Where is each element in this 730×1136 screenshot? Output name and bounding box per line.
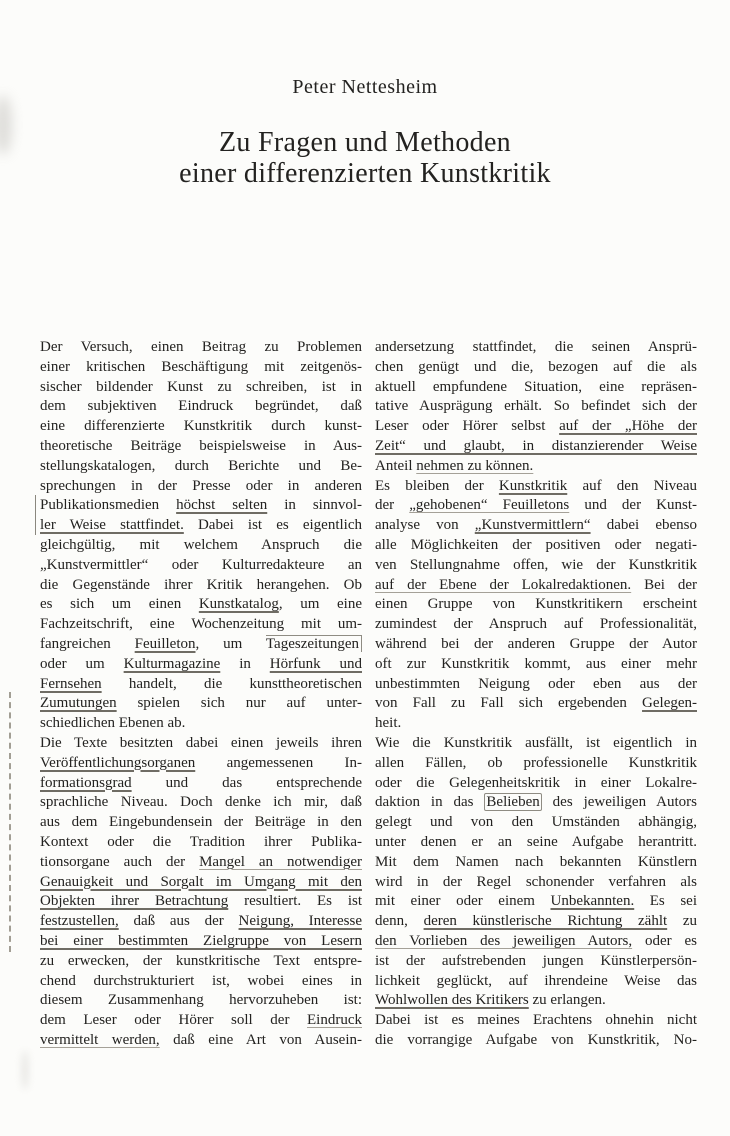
text-segment: und das entsprechende [131, 774, 362, 791]
text-line [375, 952, 697, 972]
text-line [40, 932, 362, 952]
text-segment: Es bleiben der [375, 477, 499, 494]
text-line [40, 417, 362, 437]
text-segment: die Gegenstände ihrer Kritik herangehen. Ob [40, 576, 362, 593]
text-line [375, 417, 697, 437]
text-segment: tionsorgane auch der [40, 853, 200, 870]
text-segment: chend durchstrukturiert ist, wobei eines in [40, 972, 362, 989]
text-line [40, 358, 362, 378]
text-segment: daktion in das [375, 794, 485, 811]
text-line [375, 595, 697, 615]
text-segment: andersetzung stattfindet, die seinen Ansprü- [375, 339, 697, 355]
text-line [40, 1011, 362, 1031]
pencil-margin-bracket [35, 495, 38, 535]
text-line [40, 952, 362, 972]
text-line [40, 615, 362, 635]
pencil-underlined-text: auf der „Höhe der [559, 418, 697, 435]
text-line [375, 397, 697, 417]
text-segment: , um eine [278, 596, 362, 613]
text-line [40, 754, 362, 774]
text-line [375, 813, 697, 833]
text-segment: Bei der [631, 576, 697, 593]
text-line [375, 912, 697, 932]
text-segment: oder um [40, 655, 124, 672]
pencil-underlined-text: auf der Ebene der Lokalredaktionen. [375, 576, 632, 593]
text-segment: zumindest der Anspruch auf Professionalität, [375, 616, 697, 633]
text-segment: dem Leser oder Hörer soll der [40, 1012, 308, 1029]
text-segment: schiedlichen Ebenen ab. [40, 715, 186, 732]
text-segment: ven Stellungnahme offen, wie der Kunstkritik [375, 556, 697, 573]
text-line [40, 813, 362, 833]
text-segment: Wie die Kunstkritik ausfällt, ist eigentlich in [375, 734, 697, 751]
text-segment: Der Versuch, einen Beitrag zu Problemen [40, 339, 362, 355]
text-segment: des jeweiligen Autors [541, 794, 697, 811]
pencil-underlined-text: nehmen zu können. [416, 457, 534, 474]
text-line [375, 516, 697, 536]
text-line [375, 635, 697, 655]
text-line [375, 932, 697, 952]
text-segment: Dabei ist es meines Erachtens ohnehin nicht [375, 1012, 697, 1029]
pencil-underlined-text: Hörfunk und [269, 655, 362, 672]
text-line [40, 338, 362, 358]
pencil-boxed-text: Belieben [486, 794, 540, 811]
text-segment: Fachzeitschrift, eine Wochenzeitung mit um- [40, 616, 362, 633]
pencil-underlined-text: Zeit“ und glaubt, in distanzierender Weise [375, 437, 697, 454]
text-segment: oft zur Kunstkritik kommt, aus einer mehr [375, 655, 697, 672]
text-line [40, 734, 362, 754]
text-line [375, 358, 697, 378]
text-segment: Dabei ist es eigentlich [183, 517, 362, 534]
text-line [40, 477, 362, 497]
pencil-boxed-text: Tageszeitungen [266, 635, 362, 652]
pencil-underlined-text: Unbekannten. [550, 893, 635, 910]
text-line [375, 457, 697, 477]
text-segment: stellungskatalogen, durch Berichte und Be- [40, 457, 362, 474]
text-line [375, 576, 697, 596]
text-line [375, 734, 697, 754]
text-line [375, 338, 697, 358]
pencil-underlined-text: deren künstlerische Richtung zählt [423, 913, 668, 930]
text-line [40, 675, 362, 695]
text-line [40, 714, 362, 734]
article-title [0, 127, 730, 189]
pencil-underlined-text: festzustellen, [40, 913, 119, 930]
text-line [40, 496, 362, 516]
pencil-underlined-text: Neigung, Interesse [238, 913, 362, 930]
text-line [40, 397, 362, 417]
text-line [375, 774, 697, 794]
text-line [375, 615, 697, 635]
pencil-underlined-text: höchst selten [176, 497, 268, 514]
text-segment: lichkeit geglückt, auf ihrendeine Weise das [375, 972, 697, 989]
text-segment: chen genügt und die, bezogen auf die als [375, 358, 697, 375]
text-segment: diesem Zusammenhang hervorzuheben ist: [40, 992, 362, 1009]
text-segment: Mit dem Namen nach bekannten Künstlern [375, 853, 697, 870]
text-line [40, 516, 362, 536]
text-line [375, 853, 697, 873]
text-line [375, 694, 697, 714]
text-segment: ist der aufstrebenden jungen Künstlerpersön- [375, 952, 697, 969]
text-line [40, 1031, 362, 1051]
text-segment: mit einer oder einem [375, 893, 551, 910]
text-segment: wird in der Regel schonender verfahren als [375, 873, 697, 890]
pencil-underlined-text: Objekten ihrer Betrachtung [40, 893, 229, 910]
text-segment: sischer bildender Kunst zu schreiben, ist in [40, 378, 362, 395]
text-segment: zu [667, 913, 697, 930]
text-line [375, 477, 697, 497]
text-line [375, 437, 697, 457]
pencil-underlined-text: Fernsehen [40, 675, 102, 692]
text-segment: gelegt und von den Umständen abhängig, [375, 814, 697, 831]
text-line [40, 991, 362, 1011]
text-line [40, 536, 362, 556]
text-line [375, 873, 697, 893]
pencil-underlined-text: Wohlwollen des Kritikers [375, 992, 529, 1009]
text-segment: unbestimmten Neigung oder eben aus der [375, 675, 697, 692]
pencil-underlined-text: Feuilleton [134, 635, 196, 652]
text-line [375, 1031, 697, 1051]
pencil-underlined-text: formationsgrad [40, 774, 132, 791]
text-segment: spielen sich nur auf unter- [116, 695, 362, 712]
pencil-underlined-text: vermittelt werden, [40, 1031, 160, 1048]
text-segment: aktuell empfundene Situation, eine repräsen- [375, 378, 697, 395]
text-segment: Die Texte besitzten dabei einen jeweils ihren [40, 734, 362, 751]
right-column [375, 338, 697, 1051]
text-segment: sprachliche Niveau. Doch denke ich mir, daß [40, 794, 362, 811]
text-segment: auf den Niveau [567, 477, 697, 494]
text-segment: daß eine Art von Ausein- [159, 1031, 362, 1048]
pencil-underlined-text: ler Weise stattfindet. [40, 517, 184, 534]
text-segment: handelt, die kunsttheoretischen [101, 675, 362, 692]
text-line [40, 833, 362, 853]
text-line [40, 378, 362, 398]
text-segment: analyse von [375, 517, 475, 534]
text-line [375, 675, 697, 695]
text-segment: resultiert. Es ist [228, 893, 362, 910]
text-segment: heit. [375, 715, 402, 732]
pencil-underlined-text: „gehobenen“ Feuilletons [409, 497, 570, 514]
author-name: Peter Nettesheim [292, 76, 438, 98]
text-line [375, 892, 697, 912]
pencil-underlined-text: Eindruck [307, 1012, 362, 1029]
two-column-text-block [40, 338, 697, 1051]
text-segment: zu erwecken, der kunstkritische Text entspre- [40, 952, 362, 969]
text-line [375, 793, 697, 813]
text-line [375, 754, 697, 774]
text-line [375, 972, 697, 992]
text-segment: Leser oder Hörer selbst [375, 418, 560, 435]
pencil-underlined-text: „Kunstvermittlern“ [474, 517, 591, 534]
text-line [40, 793, 362, 813]
text-segment: theoretische Beiträge beispielsweise in Aus- [40, 437, 362, 454]
text-segment: der [375, 497, 410, 514]
text-segment: Es sei [634, 893, 697, 910]
text-line [40, 437, 362, 457]
text-segment: zu erlangen. [528, 992, 606, 1009]
text-line [375, 833, 697, 853]
pencil-underlined-text: Genauigkeit und Sorgalt im Umgang mit den [40, 873, 362, 890]
pencil-margin-dashed-line [9, 692, 11, 952]
text-segment: dabei ebenso [590, 517, 697, 534]
text-line [375, 536, 697, 556]
text-segment: Publikationsmedien [40, 497, 177, 514]
text-segment: unter denen er an seine Aufgabe herantritt. [375, 833, 697, 850]
text-segment: alle Möglichkeiten der positiven oder negati- [375, 536, 697, 553]
text-line [40, 556, 362, 576]
text-segment: oder die Gelegenheitskritik in einer Lokalre- [375, 774, 697, 791]
text-line [40, 873, 362, 893]
text-line [40, 774, 362, 794]
text-line [375, 378, 697, 398]
text-segment: einer kritischen Beschäftigung mit zeitgenös- [40, 358, 362, 375]
text-line [375, 655, 697, 675]
pencil-underlined-text: Kunstkritik [498, 477, 568, 494]
text-line [40, 595, 362, 615]
text-segment: allen Fällen, ob professionelle Kunstkritik [375, 754, 697, 771]
text-line [40, 576, 362, 596]
text-line [40, 457, 362, 477]
text-segment: gleichgültig, mit welchem Anspruch die [40, 536, 362, 553]
text-line [375, 1011, 697, 1031]
text-line [40, 912, 362, 932]
text-segment: und der Kunst- [569, 497, 697, 514]
text-segment: einen Gruppe von Kunstkritikern erscheint [375, 596, 697, 613]
text-segment: daß aus der [118, 913, 239, 930]
left-column [40, 338, 362, 1051]
text-line [375, 496, 697, 516]
pencil-underlined-text: bei einer bestimmten Zielgruppe von Lesern [40, 932, 362, 949]
text-segment: es sich um einen [40, 596, 199, 613]
text-segment: eine differenzierte Kunstkritik durch kunst- [40, 418, 362, 435]
text-segment: angemessenen In- [195, 754, 362, 771]
text-line [375, 991, 697, 1011]
text-segment: fangreichen [40, 635, 135, 652]
text-line [40, 972, 362, 992]
text-line [375, 556, 697, 576]
text-segment: Anteil [375, 457, 417, 474]
pencil-underlined-text: den Vorlieben des jeweiligen Autors, [375, 932, 633, 949]
text-line [40, 694, 362, 714]
text-segment: „Kunstvermittler“ oder Kulturredakteure an [40, 556, 362, 573]
text-segment: aus dem Eingebundensein der Beiträge in den [40, 814, 362, 831]
pencil-underlined-text: Mangel an notwendiger [199, 853, 362, 870]
text-segment: sprechungen in der Presse oder in anderen [40, 477, 362, 494]
pencil-underlined-text: Veröffentlichungsorganen [40, 754, 196, 771]
text-line [40, 655, 362, 675]
pencil-underlined-text: Zumutungen [40, 695, 117, 712]
text-segment: oder es [632, 932, 697, 949]
article-title-line-2: einer differenzierten Kunstkritik [179, 158, 551, 189]
article-title-line-1: Zu Fragen und Methoden [219, 127, 511, 158]
text-segment: in sinnvol- [267, 497, 362, 514]
text-segment: während bei der anderen Gruppe der Autor [375, 635, 697, 652]
text-segment: die vorrangige Aufgabe von Kunstkritik, No- [375, 1031, 697, 1048]
pencil-underlined-text: Kunstkatalog [198, 596, 279, 613]
text-segment: , um [195, 635, 266, 652]
pencil-underlined-text: Kulturmagazine [123, 655, 221, 672]
text-segment: dem subjektiven Eindruck begründet, daß [40, 398, 362, 415]
text-segment: tative Ausprägung erhält. So befindet sich der [375, 398, 697, 415]
text-line [40, 892, 362, 912]
pencil-underlined-text: Gelegen- [642, 695, 697, 712]
scan-edge-smudge [22, 1050, 28, 1090]
text-segment: in [220, 655, 270, 672]
text-line [375, 714, 697, 734]
text-segment: von Fall zu Fall sich ergebenden [375, 695, 643, 712]
text-line [40, 853, 362, 873]
text-segment: denn, [375, 913, 424, 930]
text-line [40, 635, 362, 655]
text-segment: Kontext oder die Tradition ihrer Publika- [40, 833, 362, 850]
